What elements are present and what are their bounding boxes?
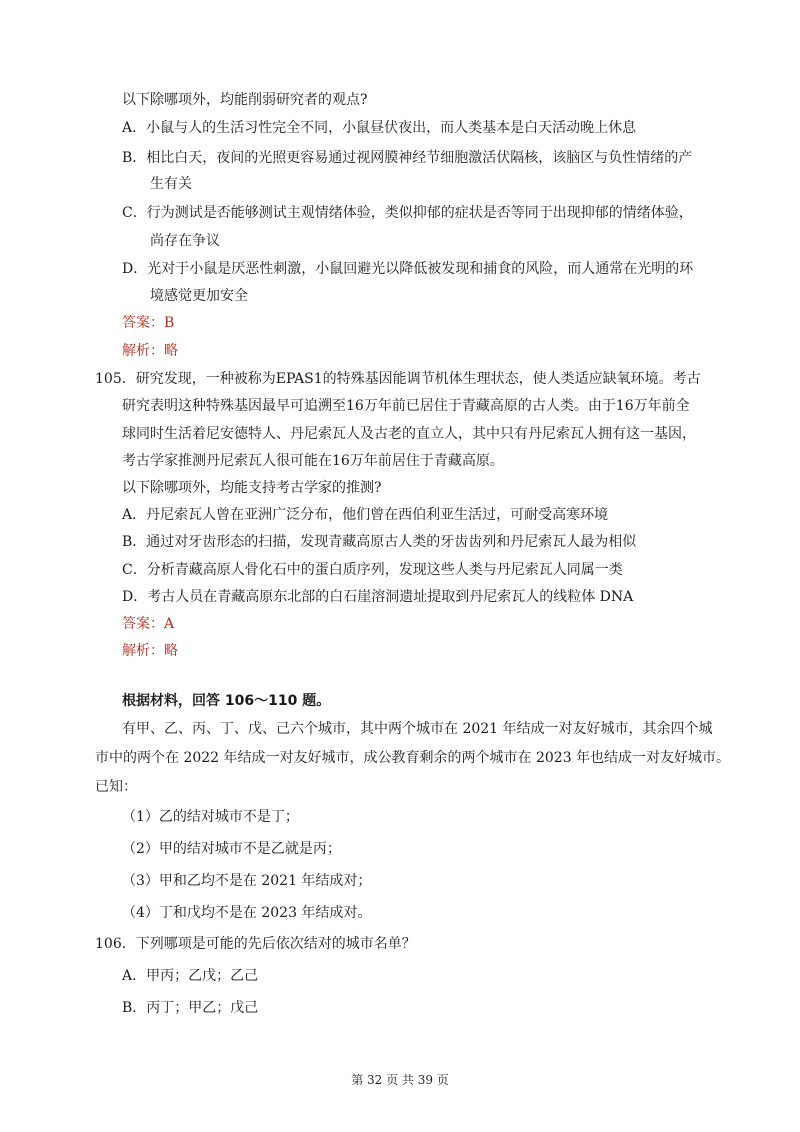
q106-stem: 106．下列哪项是可能的先后依次结对的城市名单？ bbox=[95, 936, 416, 952]
q104-option-b-cont: 生有关 bbox=[150, 176, 192, 192]
condition-2: （2）甲的结对城市不是乙就是丙； bbox=[122, 841, 341, 857]
condition-4: （4）丁和戊均不是在 2023 年结成对。 bbox=[122, 905, 372, 921]
q105-text-line-1: 105．研究发现，一种被称为EPAS1的特殊基因能调节机体生理状态，使人类适应缺氧环境。考古 bbox=[95, 371, 701, 387]
page-number-footer: 第 32 页 共 39 页 bbox=[351, 1073, 449, 1087]
q105-option-b: B．通过对牙齿形态的扫描，发现青藏高原古人类的牙齿齿列和丹尼索瓦人最为相似 bbox=[122, 534, 637, 550]
q104-option-d-cont: 境感觉更加安全 bbox=[150, 288, 248, 304]
q105-option-a: A．丹尼索瓦人曾在亚洲广泛分布，他们曾在西伯利亚生活过，可耐受高寒环境 bbox=[122, 507, 609, 523]
q105-analysis: 解析：略 bbox=[122, 643, 178, 659]
condition-3: （3）甲和乙均不是在 2021 年结成对； bbox=[122, 873, 372, 889]
q104-option-a: A．小鼠与人的生活习性完全不同，小鼠昼伏夜出，而人类基本是白天活动晚上休息 bbox=[122, 120, 637, 136]
q104-answer: 答案：B bbox=[122, 315, 175, 331]
q105-stem: 以下除哪项外，均能支持考古学家的推测? bbox=[122, 480, 382, 496]
material-line-1: 有甲、乙、丙、丁、戊、己六个城市，其中两个城市在 2021 年结成一对友好城市，其余四个城 bbox=[122, 721, 713, 737]
material-heading: 根据材料，回答 106～110 题。 bbox=[122, 693, 331, 709]
material-line-3: 已知： bbox=[95, 779, 137, 795]
q105-text-line-4: 考古学家推测丹尼索瓦人很可能在16万年前居住于青藏高原。 bbox=[122, 453, 504, 469]
q104-option-b: B．相比白天，夜间的光照更容易通过视网膜神经节细胞激活伏隔核，该脑区与负性情绪的产 bbox=[122, 150, 693, 166]
material-line-2: 市中的两个在 2022 年结成一对友好城市，成公教育剩余的两个城市在 2023 年也结成一对友好城市。 bbox=[95, 750, 731, 766]
q105-option-c: C．分析青藏高原人骨化石中的蛋白质序列，发现这些人类与丹尼索瓦人同属一类 bbox=[122, 562, 623, 578]
q104-option-c-cont: 尚存在争议 bbox=[150, 233, 220, 249]
q106-option-b: B．丙丁；甲乙；戊己 bbox=[122, 1000, 259, 1016]
q104-stem: 以下除哪项外，均能削弱研究者的观点? bbox=[122, 92, 368, 108]
q104-analysis: 解析：略 bbox=[122, 343, 178, 359]
q105-option-d: D．考古人员在青藏高原东北部的白石崖溶洞遗址提取到丹尼索瓦人的线粒体 DNA bbox=[122, 589, 634, 605]
q105-text-line-2: 研究表明这种特殊基因最早可追溯至16万年前已居住于青藏高原的古人类。由于16万年前全 bbox=[122, 398, 690, 414]
condition-1: （1）乙的结对城市不是丁； bbox=[122, 809, 299, 825]
q106-option-a: A．甲丙；乙戊；乙己 bbox=[122, 968, 259, 984]
q105-answer: 答案：A bbox=[122, 616, 175, 632]
q104-option-c: C．行为测试是否能够测试主观情绪体验，类似抑郁的症状是否等同于出现抑郁的情绪体验， bbox=[122, 205, 693, 221]
q105-text-line-3: 球同时生活着尼安德特人、丹尼索瓦人及古老的直立人，其中只有丹尼索瓦人拥有这一基因， bbox=[122, 426, 696, 442]
q104-option-d: D．光对于小鼠是厌恶性刺激，小鼠回避光以降低被发现和捕食的风险，而人通常在光明的环 bbox=[122, 261, 694, 277]
